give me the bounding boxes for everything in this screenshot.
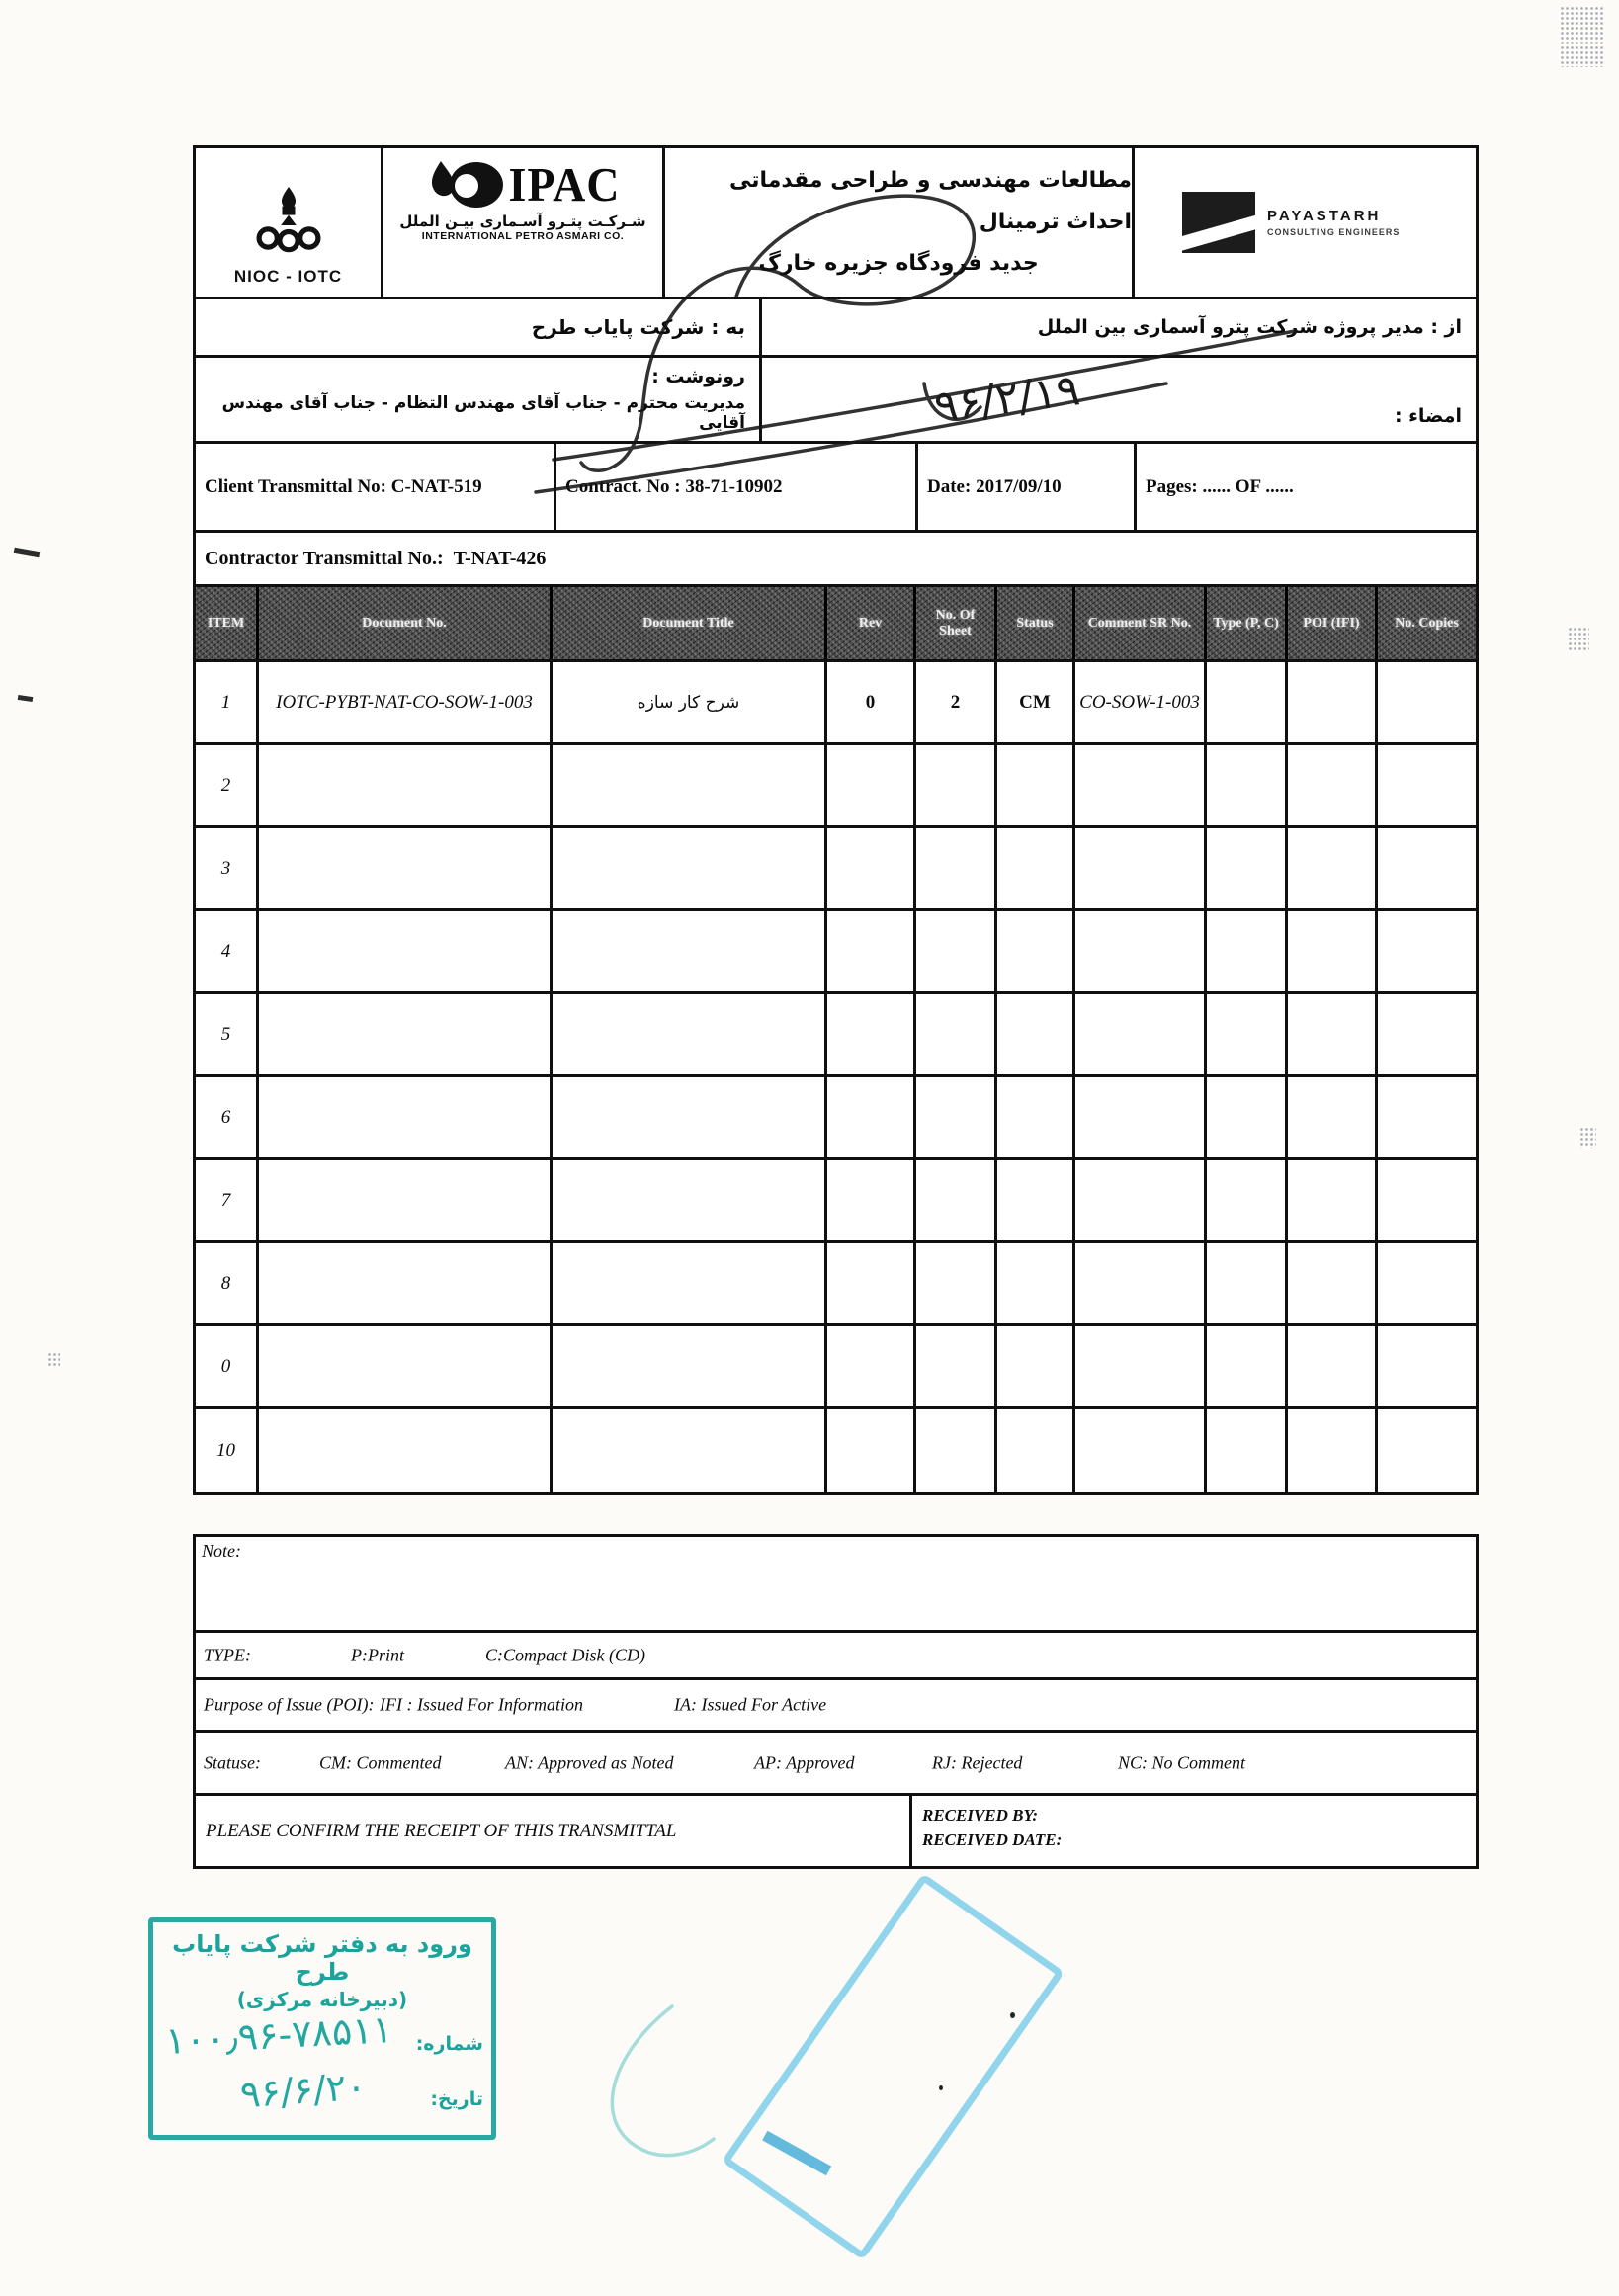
item-cell: 1 (196, 662, 259, 745)
table-header-row (196, 587, 1476, 662)
entry-stamp (148, 1917, 496, 2140)
ipac-logo-cell (383, 148, 665, 297)
received-date-label: RECEIVED DATE: (922, 1829, 1063, 1849)
entry-stamp-date-value: ۹۶/۶/۲۰ (238, 2064, 369, 2117)
tilted-stamp (722, 1873, 1065, 2260)
table-row (196, 745, 1476, 828)
ink-dot (1010, 2012, 1015, 2018)
scan-speck (1568, 627, 1589, 652)
from-field: از : مدیر پروژه شرکت پترو آسماری بین الملل (1037, 316, 1462, 338)
poi-cell (1288, 662, 1378, 745)
status-nc: NC: No Comment (1118, 1752, 1246, 1772)
confirm-text: PLEASE CONFIRM THE RECEIPT OF THIS TRANSMITTAL (196, 1796, 912, 1866)
col-header-doc-title: Document Title (553, 587, 827, 659)
cc-signature-row (196, 358, 1476, 444)
transmittal-form (193, 145, 1479, 1495)
item-cell: 6 (196, 1077, 259, 1160)
client-transmittal-no: Client Transmittal No: C-NAT-519 (196, 444, 556, 530)
nioc-emblem-icon (250, 184, 327, 267)
status-rj: RJ: Rejected (932, 1752, 1023, 1772)
table-row (196, 662, 1476, 745)
col-header-status: Status (997, 587, 1075, 659)
note-label: Note: (202, 1541, 241, 1561)
doc-no-cell: IOTC-PYBT-NAT-CO-SOW-1-003 (259, 662, 553, 745)
to-field: به : شرکت پایاب طرح (196, 299, 762, 355)
payastarh-subtitle: CONSULTING ENGINEERS (1267, 227, 1401, 237)
contract-no: Contract. No : 38-71-10902 (556, 444, 918, 530)
doc-title-cell: شرح کار سازه (553, 662, 827, 745)
project-title-cell (665, 148, 1135, 297)
type-cell (1207, 662, 1288, 745)
header-row (196, 148, 1476, 299)
pages-field: Pages: ...... OF ...... (1146, 475, 1294, 497)
received-by-label: RECEIVED BY: (922, 1806, 1038, 1825)
col-header-poi: POI (IFI) (1288, 587, 1378, 659)
status-legend-row (196, 1733, 1476, 1796)
sheets-cell: 2 (916, 662, 997, 745)
scan-mark (14, 548, 41, 557)
ipac-persian-name: شـرکـت پتـرو آسـماری بیـن الملل (399, 213, 646, 230)
status-ap: AP: Approved (754, 1752, 855, 1772)
ipac-english-name: INTERNATIONAL PETRO ASMARI CO. (421, 230, 625, 242)
nioc-logo-cell (196, 148, 383, 297)
status-cell: CM (997, 662, 1075, 745)
status-cm: CM: Commented (319, 1752, 442, 1772)
col-header-item: ITEM (196, 587, 259, 659)
scan-mark (18, 695, 34, 702)
transmittal-numbers-row (196, 444, 1476, 533)
item-cell: 8 (196, 1243, 259, 1326)
nioc-label: NIOC - IOTC (233, 267, 343, 286)
table-row (196, 1326, 1476, 1409)
table-row (196, 828, 1476, 911)
col-header-rev: Rev (827, 587, 916, 659)
scan-speck (47, 1352, 60, 1367)
signature-handwritten-date: ۹۶/۲/۱۹ (931, 365, 1083, 433)
table-row (196, 1243, 1476, 1326)
confirm-row (196, 1796, 1476, 1866)
col-header-doc-no: Document No. (259, 587, 553, 659)
item-cell: 10 (196, 1409, 259, 1492)
note-row (196, 1537, 1476, 1633)
ink-dot (939, 2085, 943, 2090)
table-row (196, 1160, 1476, 1243)
scan-speck (1560, 6, 1605, 67)
to-from-row (196, 299, 1476, 358)
entry-stamp-line2: (دبیرخانه مرکزی) (236, 1988, 408, 2011)
col-header-copies: No. Copies (1378, 587, 1476, 659)
project-title-line1: مطالعات مهندسی و طراحی مقدماتی احداث ترمینال (728, 168, 1132, 235)
item-cell: 4 (196, 911, 259, 994)
contractor-transmittal-no: Contractor Transmittal No.: T-NAT-426 (196, 533, 1476, 587)
cc-names: مدیریت محترم - جناب آقای مهندس التظام - جناب آقای مهندس آقایی (221, 393, 745, 433)
item-cell: 7 (196, 1160, 259, 1243)
poi-legend-row (196, 1680, 1476, 1733)
type-legend-row (196, 1633, 1476, 1680)
poi-ifi: IFI : Issued For Information (380, 1694, 583, 1715)
cc-field (196, 358, 762, 441)
date-field: Date: 2017/09/10 (918, 444, 1137, 530)
item-cell: 3 (196, 828, 259, 911)
copies-cell (1378, 662, 1476, 745)
type-label: TYPE: (204, 1645, 252, 1664)
signature-field: امضاء : (1394, 405, 1462, 427)
table-row (196, 911, 1476, 994)
ipac-drop-icon (425, 159, 504, 211)
payastarh-logo-cell (1135, 148, 1476, 297)
poi-ia: IA: Issued For Active (674, 1694, 827, 1715)
scan-speck (1579, 1127, 1596, 1148)
item-cell: 0 (196, 1326, 259, 1409)
status-an: AN: Approved as Noted (505, 1752, 674, 1772)
cc-label: رونوشت : (651, 366, 745, 387)
status-label: Statuse: (204, 1752, 261, 1772)
table-row (196, 1409, 1476, 1492)
comment-sr-cell: CO-SOW-1-003 (1075, 662, 1207, 745)
col-header-comment-sr: Comment SR No. (1075, 587, 1207, 659)
project-title-line2: جدید فرودگاه جزیره خارگ (758, 250, 1039, 276)
entry-stamp-line1: ورود به دفتر شرکت پایاب طرح (172, 1930, 472, 1986)
entry-stamp-date-label: تاریخ: (430, 2088, 483, 2110)
entry-stamp-number-label: شماره: (415, 2033, 483, 2055)
col-header-sheets: No. Of Sheet (916, 587, 997, 659)
item-cell: 2 (196, 745, 259, 828)
legend-box (193, 1534, 1479, 1869)
type-print: P:Print (351, 1645, 404, 1664)
table-row (196, 994, 1476, 1077)
type-cd: C:Compact Disk (CD) (485, 1645, 645, 1664)
entry-stamp-number-value: ۱۰۰٫۹۶-۷۸۵۱۱ (164, 2007, 394, 2063)
col-header-type: Type (P, C) (1207, 587, 1288, 659)
payastarh-name: PAYASTARH (1267, 208, 1382, 224)
item-cell: 5 (196, 994, 259, 1077)
received-fields (912, 1796, 1476, 1866)
poi-label: Purpose of Issue (POI): (204, 1694, 375, 1715)
table-row (196, 1077, 1476, 1160)
ipac-acronym: IPAC (508, 157, 621, 212)
payastarh-logo-icon (1182, 192, 1255, 253)
tilted-stamp-mark (762, 2131, 831, 2175)
rev-cell: 0 (827, 662, 916, 745)
table-body (196, 662, 1476, 1492)
